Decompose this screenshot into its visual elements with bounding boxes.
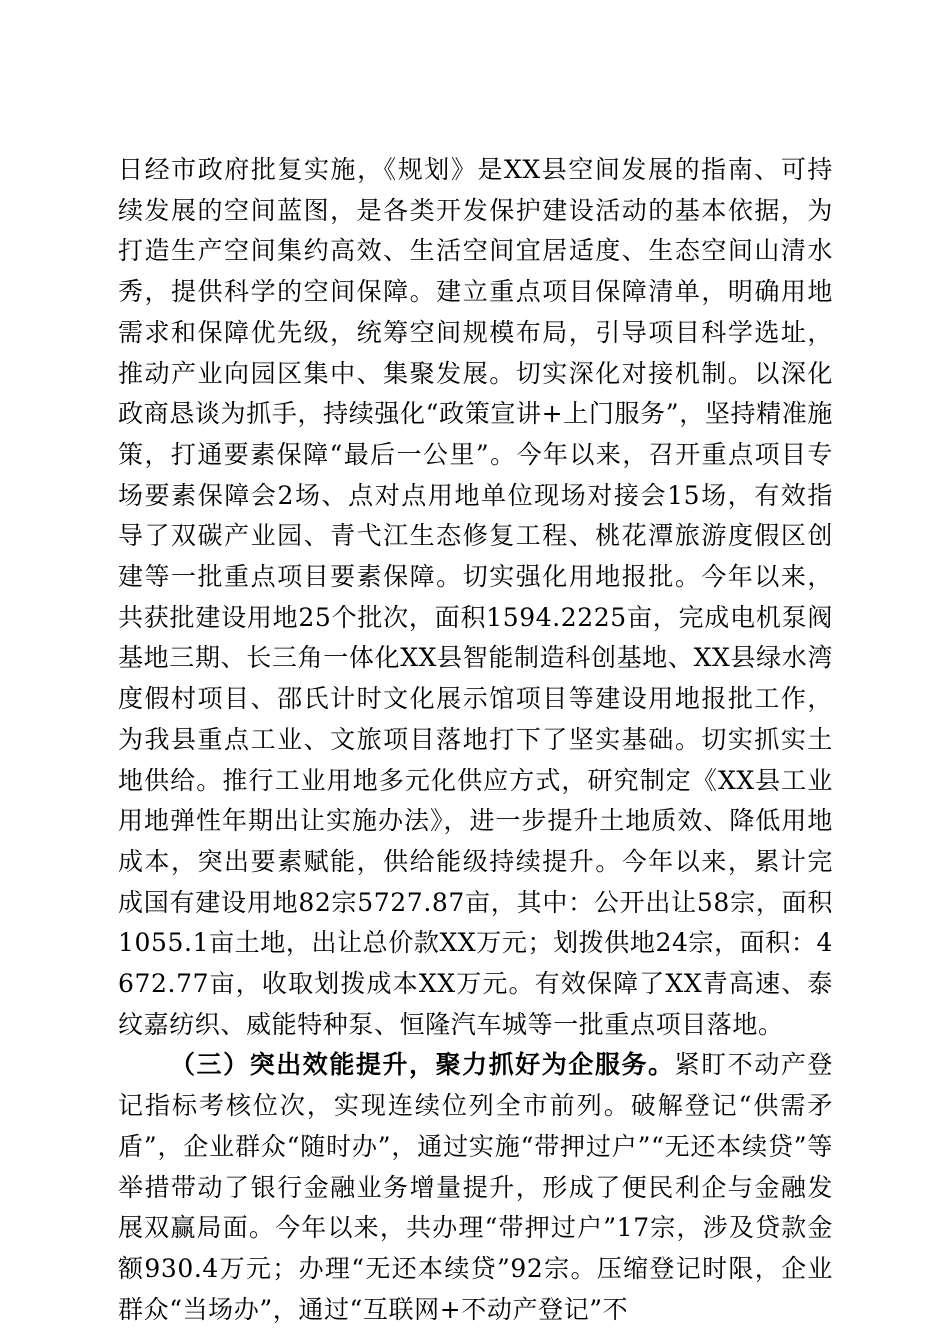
paragraph-1-text: 日经市政府批复实施，《规划》是XX县空间发展的指南、可持续发展的空间蓝图，是各类开发保护建设活动的基本依据，为打造生产空间集约高效、生活空间宜居适度、生态空间山清水秀，提供科学的空间保障。建立重点项目保障清单，明确用地需求和保障优先级，统筹空间规模布局，引导项目科学选址，推动产业向园区集中、集聚发展。切实深化对接机制。以深化政商恳谈为抓手，持续强化“政策宣讲+上门服务”，坚持精准施策，打通要素保障“最后一公里”。今年以来，召开重点项目专场要素保障会2场、点对点用地单位现场对接会15场，有效指导了双碳产业园、青弋江生态修复工程、桃花潭旅游度假区创建等一批重点项目要素保障。切实强化用地报批。今年以来，共获批建设用地25个批次，面积1594.2225亩，完成电机泵阀基地三期、长三角一体化XX县智能制造科创基地、XX县绿水湾度假村项目、邵氏计时文化展示馆项目等建设用地报批工作，为我县重点工业、文旅项目落地打下了坚实基础。切实抓实土地供给。推行工业用地多元化供应方式，研究制定《XX县工业用地弹性年期出让实施办法》，进一步提升土地质效、降低用地成本，突出要素赋能，供给能级持续提升。今年以来，累计完成国有建设用地82宗5727.87亩，其中：公开出让58宗，面积1055.1亩土地，出让总价款XX万元；划拨供地24宗，面积：4672.77亩，收取划拨成本XX万元。有效保障了XX青高速、泰纹嘉纺织、威能特种泵、恒隆汽车城等一批重点项目落地。 <box>118 155 833 1039</box>
paragraph-section-three <box>118 1045 833 1330</box>
paragraph-continued <box>118 150 833 1045</box>
section-three-body: 紧盯不动产登记指标考核位次，实现连续位列全市前列。破解登记“供需矛盾”，企业群众“随时办”，通过实施“带押过户”“无还本续贷”等举措带动了银行金融业务增量提升，形成了便民利企与金融发展双赢局面。今年以来，共办理“带押过户”17宗，涉及贷款金额930.4万元；办理“无还本续贷”92宗。压缩登记时限，企业群众“当场办”，通过“互联网+不动产登记”不 <box>118 1050 833 1324</box>
document-body <box>118 150 833 1330</box>
section-three-heading: （三）突出效能提升，聚力抓好为企服务。 <box>170 1050 675 1080</box>
